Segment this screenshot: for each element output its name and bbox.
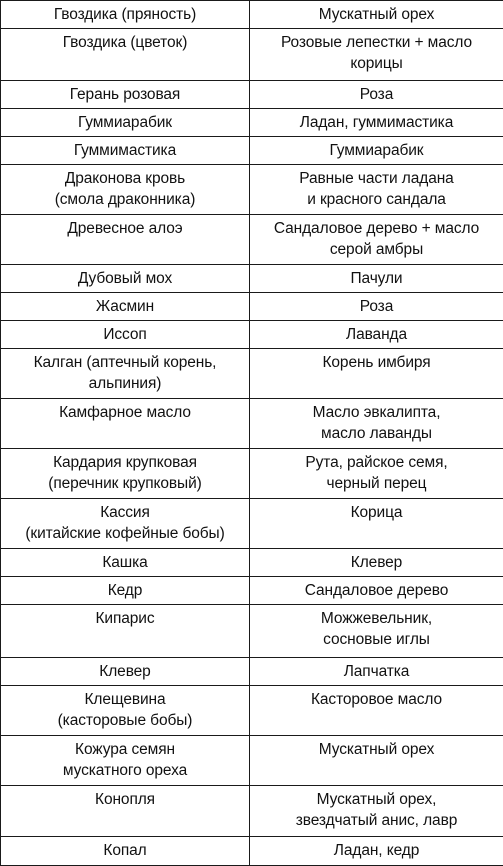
- substitute-cell: Клевер: [250, 549, 503, 577]
- table-row: [1, 837, 503, 866]
- substitute-cell: Лапчатка: [250, 658, 503, 686]
- substitute-cell: Мускатный орех: [250, 736, 503, 786]
- ingredient-cell: Кашка: [1, 549, 250, 577]
- substitute-cell: Можжевельник, сосновые иглы: [250, 605, 503, 658]
- substitute-cell: Рута, райское семя, черный перец: [250, 449, 503, 499]
- table-row: [1, 265, 503, 293]
- ingredient-cell: Гвоздика (пряность): [1, 1, 250, 29]
- ingredient-cell: Калган (аптечный корень, альпиния): [1, 349, 250, 399]
- substitute-cell: Роза: [250, 293, 503, 321]
- ingredient-cell: Камфарное масло: [1, 399, 250, 449]
- ingredient-cell: Гуммиарабик: [1, 109, 250, 137]
- ingredient-cell: Драконова кровь (смола драконника): [1, 165, 250, 215]
- table-row: [1, 658, 503, 686]
- table-row: [1, 109, 503, 137]
- ingredient-cell: Кожура семян мускатного ореха: [1, 736, 250, 786]
- ingredient-cell: Жасмин: [1, 293, 250, 321]
- ingredient-cell: Гвоздика (цветок): [1, 29, 250, 81]
- table-row: [1, 215, 503, 265]
- table-body: [1, 1, 503, 866]
- substitute-cell: Роза: [250, 81, 503, 109]
- table-row: [1, 1, 503, 29]
- substitute-cell: Пачули: [250, 265, 503, 293]
- substitute-cell: Мускатный орех: [250, 1, 503, 29]
- ingredient-cell: Гуммимастика: [1, 137, 250, 165]
- table-row: [1, 686, 503, 736]
- table-row: [1, 736, 503, 786]
- table-row: [1, 321, 503, 349]
- ingredient-cell: Кассия (китайские кофейные бобы): [1, 499, 250, 549]
- table-row: [1, 349, 503, 399]
- substitute-cell: Мускатный орех, звездчатый анис, лавр: [250, 786, 503, 837]
- ingredient-cell: Дубовый мох: [1, 265, 250, 293]
- substitute-cell: Масло эвкалипта, масло лаванды: [250, 399, 503, 449]
- ingredient-cell: Кардария крупковая (перечник крупковый): [1, 449, 250, 499]
- substitute-cell: Лаванда: [250, 321, 503, 349]
- ingredient-cell: Копал: [1, 837, 250, 866]
- substitute-cell: Равные части ладана и красного сандала: [250, 165, 503, 215]
- ingredient-cell: Клещевина (касторовые бобы): [1, 686, 250, 736]
- substitute-cell: Ладан, кедр: [250, 837, 503, 866]
- substitute-cell: Корень имбиря: [250, 349, 503, 399]
- substitute-cell: Ладан, гуммимастика: [250, 109, 503, 137]
- ingredient-cell: Кипарис: [1, 605, 250, 658]
- substitute-cell: Сандаловое дерево + масло серой амбры: [250, 215, 503, 265]
- table-row: [1, 786, 503, 837]
- ingredient-cell: Конопля: [1, 786, 250, 837]
- ingredient-cell: Клевер: [1, 658, 250, 686]
- ingredient-cell: Кедр: [1, 577, 250, 605]
- ingredient-cell: Герань розовая: [1, 81, 250, 109]
- table-row: [1, 399, 503, 449]
- table-row: [1, 499, 503, 549]
- table-row: [1, 449, 503, 499]
- table-row: [1, 29, 503, 81]
- table-row: [1, 165, 503, 215]
- table-row: [1, 577, 503, 605]
- ingredient-cell: Древесное алоэ: [1, 215, 250, 265]
- table-row: [1, 293, 503, 321]
- table-row: [1, 81, 503, 109]
- substitute-cell: Сандаловое дерево: [250, 577, 503, 605]
- table-row: [1, 549, 503, 577]
- substitute-cell: Касторовое масло: [250, 686, 503, 736]
- substitute-cell: Розовые лепестки + масло корицы: [250, 29, 503, 81]
- substitute-cell: Корица: [250, 499, 503, 549]
- table-row: [1, 137, 503, 165]
- ingredient-cell: Иссоп: [1, 321, 250, 349]
- substitute-cell: Гуммиарабик: [250, 137, 503, 165]
- table-row: [1, 605, 503, 658]
